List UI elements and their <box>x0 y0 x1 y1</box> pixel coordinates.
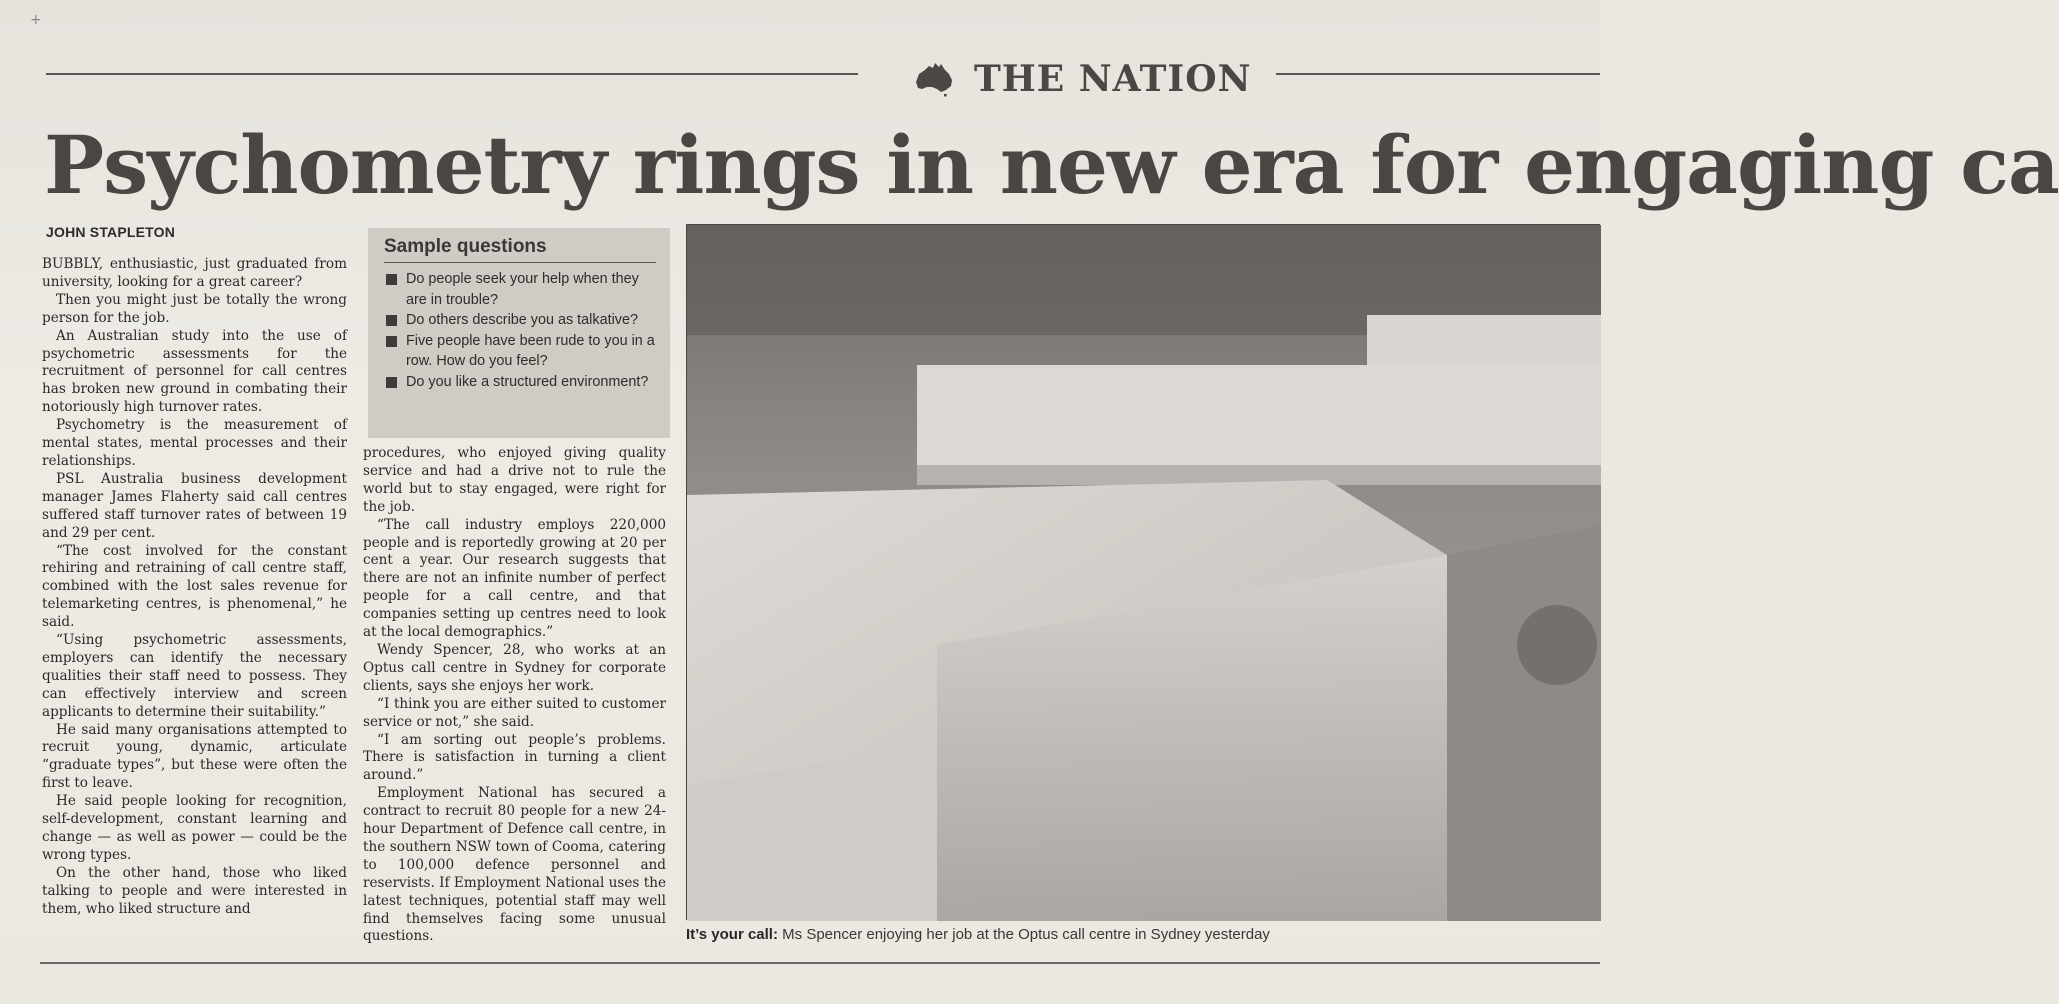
caption-text: Ms Spencer enjoying her job at the Optus call centre in Sydney yesterday <box>777 926 1270 943</box>
question-text: Do people seek your help when they are in trouble? <box>406 271 639 308</box>
caption-lead: It’s your call: <box>686 926 778 943</box>
list-item <box>384 310 656 331</box>
paragraph: procedures, who enjoyed giving quality service and had a drive not to rule the world but to stay engaged, were right for the job. <box>363 445 666 515</box>
list-item <box>384 372 656 393</box>
square-bullet-icon <box>386 377 397 388</box>
question-text: Do others describe you as talkative? <box>406 312 638 328</box>
question-text: Do you like a structured environment? <box>406 373 649 390</box>
paragraph: “I think you are either suited to customer service or not,” she said. <box>363 695 666 730</box>
paragraph: “The call industry employs 220,000 people and is reportedly growing at 20 per cent a year. Our research suggests that there are not an infinite number of perfect people for a call centre, and that companies setting up centres need to look at the local demographics.” <box>363 516 666 641</box>
square-bullet-icon <box>386 274 397 285</box>
paragraph: On the other hand, those who liked talking to people and were interested in them, who liked structure and <box>42 864 347 917</box>
paragraph: Then you might just be totally the wrong person for the job. <box>42 291 347 326</box>
article-column-1 <box>42 256 347 919</box>
paragraph: An Australian study into the use of psychometric assessments for the recruitment of personnel for call centres has broken new ground in combating their notoriously high turnover rates. <box>42 327 347 416</box>
list-item <box>384 269 656 310</box>
square-bullet-icon <box>386 315 397 326</box>
paragraph: PSL Australia business development manager James Flaherty said call centres suffered staff turnover rates of between 19 and 29 per cent. <box>42 470 347 541</box>
photo-caption <box>686 926 1270 943</box>
paragraph: He said many organisations attempted to recruit young, dynamic, articulate “graduate types”, but these were often the first to leave. <box>42 721 347 792</box>
headline: Psychometry rings in new era for engaging ca <box>44 118 2059 212</box>
byline: JOHN STAPLETON <box>46 224 176 240</box>
paragraph: “The cost involved for the constant rehiring and retraining of call centre staff, combined with the lost sales revenue for telemarketing centres, is phenomenal,” he said. <box>42 542 347 631</box>
crop-mark: + <box>30 12 42 28</box>
header-rule-left <box>46 73 858 75</box>
sample-questions-box <box>368 228 670 438</box>
paragraph: He said people looking for recognition, self-development, constant learning and change — as well as power — could be the wrong types. <box>42 793 347 863</box>
paragraph: “I am sorting out people’s problems. There is satisfaction in turning a client around.” <box>363 731 666 784</box>
question-text: Five people have been rude to you in a row. How do you feel? <box>406 332 655 369</box>
header-rule-right <box>1276 73 1600 75</box>
paragraph: “Using psychometric assessments, employers can identify the necessary qualities their staff need to possess. They can effectively interview and screen applicants to determine their suitability.” <box>42 632 347 720</box>
list-item <box>384 331 656 372</box>
paragraph: Psychometry is the measurement of mental states, mental processes and their relationships. <box>42 417 347 469</box>
call-centre-photo <box>686 224 1600 920</box>
sidebar-title: Sample questions <box>384 236 656 263</box>
paragraph: BUBBLY, enthusiastic, just graduated from university, looking for a great career? <box>42 256 347 290</box>
paragraph: Wendy Spencer, 28, who works at an Optus call centre in Sydney for corporate clients, says she enjoys her work. <box>363 641 666 694</box>
square-bullet-icon <box>386 336 397 347</box>
section-title: THE NATION <box>974 58 1252 100</box>
australia-map-icon <box>910 60 956 98</box>
article-column-2 <box>363 445 666 946</box>
bottom-rule <box>40 962 1600 964</box>
paragraph: Employment National has secured a contract to recruit 80 people for a new 24-hour Department of Defence call centre, in the southern NSW town of Cooma, catering to 100,000 defence personnel and reservists. If Employment National uses the latest techniques, potential staff may well find themselves facing some unusual questions. <box>363 785 666 945</box>
section-header <box>910 56 1252 102</box>
photo-image <box>687 225 1601 921</box>
question-list <box>384 269 656 392</box>
